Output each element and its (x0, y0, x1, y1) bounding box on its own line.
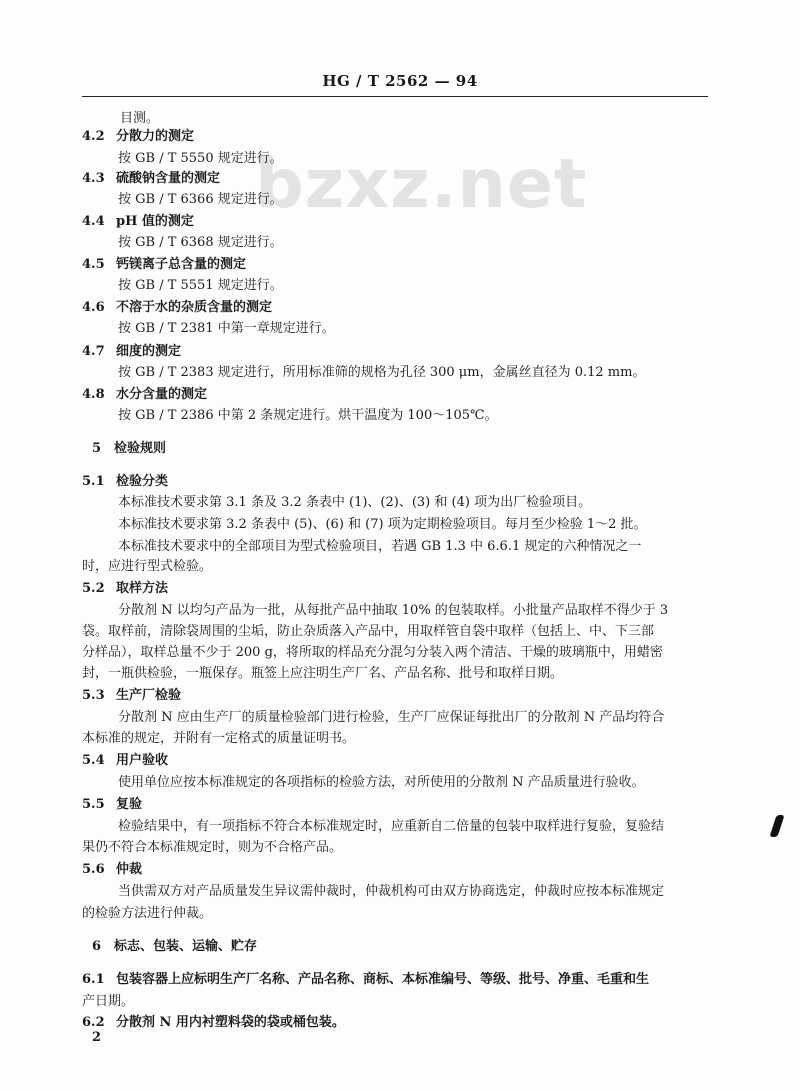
section-number: 5.5 (82, 797, 105, 812)
line-text: 使用单位应按本标准规定的各项指标的检验方法，对所使用的分散剂 N 产品质量进行验收。 (118, 775, 645, 790)
body-text-line (82, 623, 654, 641)
section-number: 4.5 (82, 257, 105, 272)
line-text: 按 GB / T 2386 中第 2 条规定进行。烘干温度为 100～105℃。 (118, 408, 498, 423)
body-text-line (118, 407, 498, 425)
line-text: 按 GB / T 2383 规定进行，所用标准筛的规格为孔径 300 μm，金属丝直径为 0.12 mm。 (118, 365, 646, 380)
line-text: 用户验收 (116, 753, 169, 768)
line-text: 目测。 (120, 111, 160, 126)
line-text: 果仍不符合本标准规定时，则为不合格产品。 (82, 840, 343, 855)
section-heading (82, 861, 142, 879)
section-heading (92, 440, 166, 458)
body-text-line (118, 883, 664, 901)
line-text: 检验结果中，有一项指标不符合本标准规定时，应重新自二倍量的包装中取样进行复验，复验结 (118, 819, 665, 834)
line-text: 钙镁离子总含量的测定 (116, 257, 247, 272)
line-text: 标志、包装、运输、贮存 (114, 939, 258, 954)
body-text-line (118, 516, 647, 534)
line-text: 按 GB / T 6368 规定进行。 (118, 235, 283, 250)
section-number: 6 (92, 939, 102, 954)
body-text-line (118, 494, 591, 512)
body-text-line (82, 730, 355, 748)
line-text: 本标准技术要求第 3.2 条表中 (5)、(6) 和 (7) 项为定期检验项目。每月至少检验 1～2 批。 (118, 517, 647, 532)
line-text: 仲裁 (116, 862, 143, 877)
line-text: 分散剂 N 以均匀产品为一批，从每批产品中抽取 10% 的包装取样。小批量产品取样不得少于 3 (118, 603, 669, 618)
line-text: 按 GB / T 2381 中第一章规定进行。 (118, 321, 335, 336)
watermark: bzxz.net (255, 145, 588, 224)
section-heading (82, 796, 142, 814)
section-number: 5 (92, 441, 102, 456)
body-text-line (82, 993, 134, 1011)
line-text: 袋。取样前，清除袋周围的尘垢，防止杂质落入产品中，用取样管自袋中取样（包括上、中、下三部 (82, 624, 655, 639)
section-number: 6.2 (82, 1015, 105, 1030)
line-text: 产日期。 (82, 994, 135, 1009)
body-text-line (118, 774, 645, 792)
page-number: 2 (92, 1030, 102, 1045)
body-text-line (120, 110, 159, 128)
body-text-line (82, 905, 212, 923)
line-text: 不溶于水的杂质含量的测定 (116, 300, 273, 315)
section-number: 5.3 (82, 688, 105, 703)
section-heading (82, 343, 181, 361)
section-heading (82, 128, 194, 146)
section-number: 4.7 (82, 344, 105, 359)
body-text-line (118, 538, 641, 556)
line-text: 本标准技术要求第 3.1 条及 3.2 条表中 (1)、(2)、(3) 和 (4) 项为出厂检验项目。 (118, 495, 592, 510)
line-text: 分散剂 N 用内衬塑料袋的袋或桶包装。 (116, 1015, 345, 1030)
body-text-line (118, 320, 335, 338)
line-text: 封，一瓶供检验，一瓶保存。瓶签上应注明生产厂名、产品名称、批号和取样日期。 (82, 666, 564, 681)
line-text: 复验 (116, 797, 143, 812)
body-text-line (118, 234, 283, 252)
line-text: 本标准的规定，并附有一定格式的质量证明书。 (82, 731, 356, 746)
body-text-line (118, 709, 664, 727)
header-rule (82, 96, 708, 97)
line-text: 时，应进行型式检验。 (82, 559, 213, 574)
line-text: 当供需双方对产品质量发生异议需仲裁时，仲裁机构可由双方协商选定，仲裁时应按本标准规定 (118, 884, 665, 899)
section-heading (82, 299, 272, 317)
section-number: 6.1 (82, 972, 105, 987)
section-heading (82, 386, 207, 404)
section-heading (82, 170, 220, 188)
line-text: 生产厂检验 (116, 688, 182, 703)
section-number: 4.4 (82, 214, 105, 229)
section-heading (82, 256, 246, 274)
line-text: 细度的测定 (116, 344, 182, 359)
body-text-line (118, 602, 668, 620)
line-text: pH 值的测定 (116, 214, 194, 229)
section-number: 5.4 (82, 753, 105, 768)
line-text: 分散剂 N 应由生产厂的质量检验部门进行检验，生产厂应保证每批出厂的分散剂 N 产品均符合 (118, 710, 665, 725)
section-heading (82, 687, 181, 705)
section-heading (82, 752, 168, 770)
page-header: HG / T 2562 — 94 (322, 72, 478, 90)
line-text: 本标准技术要求中的全部项目为型式检验项目，若遇 GB 1.3 中 6.6.1 规定的六种情况之一 (118, 539, 642, 554)
body-text-line (82, 665, 563, 683)
body-text-line (118, 277, 283, 295)
body-text-line (118, 191, 283, 209)
section-heading (92, 938, 257, 956)
line-text: 检验分类 (116, 474, 169, 489)
section-heading (82, 1014, 345, 1032)
body-text-line (118, 818, 664, 836)
section-number: 5.1 (82, 474, 105, 489)
section-number: 5.2 (82, 581, 105, 596)
section-number: 4.6 (82, 300, 105, 315)
line-text: 分散力的测定 (116, 129, 195, 144)
line-text: 按 GB / T 5550 规定进行。 (118, 151, 283, 166)
section-heading (82, 473, 168, 491)
body-text-line (118, 364, 645, 382)
scan-mark (769, 815, 784, 837)
line-text: 取样方法 (116, 581, 169, 596)
section-number: 4.8 (82, 387, 105, 402)
line-text: 硫酸钠含量的测定 (116, 171, 221, 186)
line-text: 按 GB / T 5551 规定进行。 (118, 278, 283, 293)
body-text-line (82, 839, 342, 857)
line-text: 的检验方法进行仲裁。 (82, 906, 213, 921)
section-heading (82, 971, 649, 989)
section-heading (82, 213, 194, 231)
section-number: 5.6 (82, 862, 105, 877)
line-text: 包装容器上应标明生产厂名称、产品名称、商标、本标准编号、等级、批号、净重、毛重和生 (116, 972, 650, 987)
line-text: 检验规则 (114, 441, 167, 456)
body-text-line (82, 644, 663, 662)
line-text: 水分含量的测定 (116, 387, 208, 402)
body-text-line (118, 150, 283, 168)
line-text: 分样品），取样总量不少于 200 g，将所取的样品充分混匀分装入两个清洁、干燥的玻璃瓶中，用蜡密 (82, 645, 663, 660)
line-text: 按 GB / T 6366 规定进行。 (118, 192, 283, 207)
body-text-line (82, 558, 212, 576)
section-number: 4.3 (82, 171, 105, 186)
section-heading (82, 580, 168, 598)
section-number: 4.2 (82, 129, 105, 144)
